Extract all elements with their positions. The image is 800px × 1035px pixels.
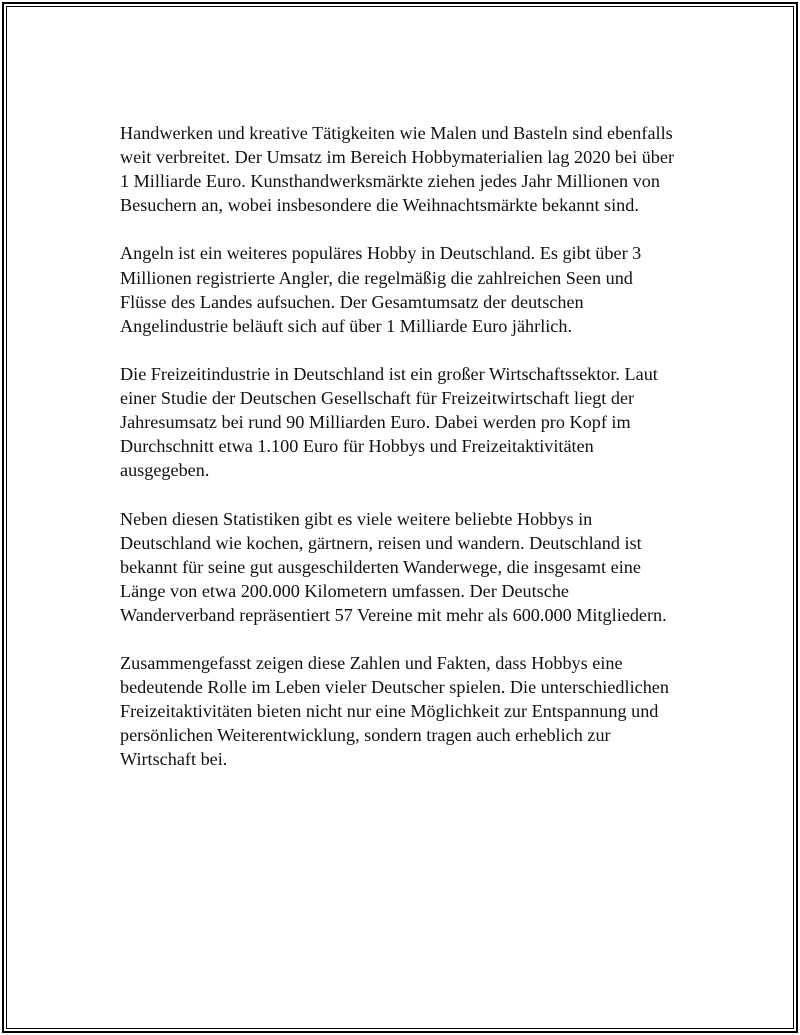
text-line: Deutschland wie kochen, gärtnern, reisen und wandern. Deutschland ist: [120, 532, 642, 553]
text-line: Flüsse des Landes aufsuchen. Der Gesamtumsatz der deutschen: [120, 291, 584, 312]
text-line: Zusammengefasst zeigen diese Zahlen und Fakten, dass Hobbys eine: [120, 653, 623, 674]
text-line: Besuchern an, wobei insbesondere die Weihnachtsmärkte bekannt sind.: [120, 195, 639, 216]
text-line: Wirtschaft bei.: [120, 749, 228, 770]
text-line: Handwerken und kreative Tätigkeiten wie Malen und Basteln sind ebenfalls: [120, 123, 673, 143]
page-frame: [2, 2, 798, 1033]
paragraph-zusammenfassung: [120, 651, 690, 771]
text-line: Millionen registrierte Angler, die regelmäßig die zahlreichen Seen und: [120, 267, 633, 288]
text-line: Neben diesen Statistiken gibt es viele weitere beliebte Hobbys in: [120, 508, 593, 529]
text-line: Wanderverband repräsentiert 57 Vereine mit mehr als 600.000 Mitgliedern.: [120, 604, 667, 625]
text-line: bekannt für seine gut ausgeschilderten Wanderwege, die insgesamt eine: [120, 556, 641, 577]
text-line: weit verbreitet. Der Umsatz im Bereich Hobbymaterialien lag 2020 bei über: [120, 147, 675, 168]
text-line: Angeln ist ein weiteres populäres Hobby in Deutschland. Es gibt über 3: [120, 243, 642, 264]
text-line: bedeutende Rolle im Leben vieler Deutscher spielen. Die unterschiedlichen: [120, 677, 669, 698]
paragraph-angeln: [120, 241, 690, 337]
text-line: 1 Milliarde Euro. Kunsthandwerksmärkte ziehen jedes Jahr Millionen von: [120, 171, 660, 192]
text-line: Länge von etwa 200.000 Kilometern umfassen. Der Deutsche: [120, 580, 569, 601]
text-line: Freizeitaktivitäten bieten nicht nur eine Möglichkeit zur Entspannung und: [120, 701, 659, 722]
paragraph-wandern: [120, 507, 690, 627]
paragraph-freizeitindustrie: [120, 362, 690, 482]
text-line: ausgegeben.: [120, 460, 210, 481]
text-line: Jahresumsatz bei rund 90 Milliarden Euro. Dabei werden pro Kopf im: [120, 412, 631, 433]
text-line: Durchschnitt etwa 1.100 Euro für Hobbys und Freizeitaktivitäten: [120, 436, 594, 457]
text-line: Angelindustrie beläuft sich auf über 1 Milliarde Euro jährlich.: [120, 315, 573, 336]
text-line: persönlichen Weiterentwicklung, sondern tragen auch erheblich zur: [120, 725, 611, 746]
document-body: [120, 121, 690, 796]
paragraph-handwerk: [120, 121, 690, 217]
text-line: einer Studie der Deutschen Gesellschaft für Freizeitwirtschaft liegt der: [120, 388, 635, 409]
text-line: Die Freizeitindustrie in Deutschland ist ein großer Wirtschaftssektor. Laut: [120, 363, 658, 384]
